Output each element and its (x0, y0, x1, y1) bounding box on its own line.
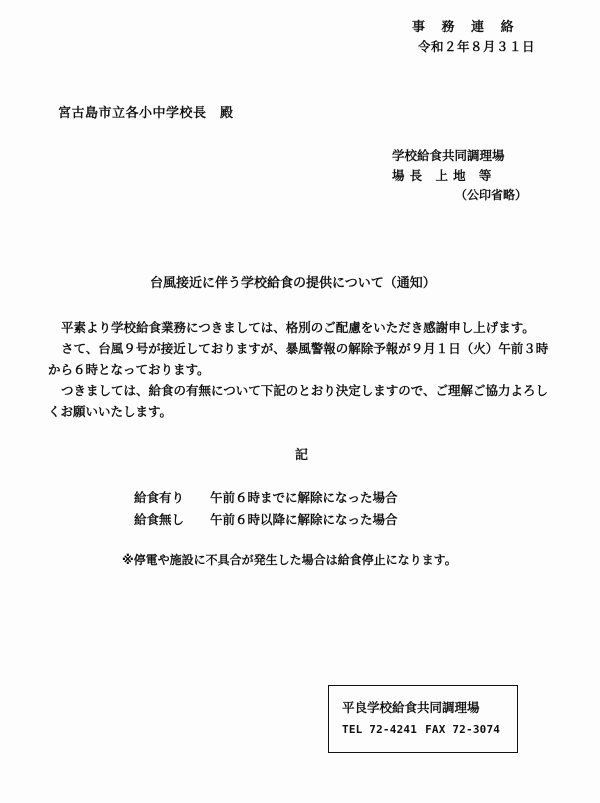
sender-organization: 学校給食共同調理場 (392, 148, 505, 163)
body-paragraph: つきましては、給食の有無について下記のとおり決定しますので、ご理解ご協力よろしくお願いいたします。 (48, 383, 549, 419)
fax-number: FAX 72-3074 (425, 723, 501, 736)
condition-detail: 午前６時以降に解除になった場合 (210, 512, 398, 527)
condition-row (134, 488, 398, 506)
condition-detail: 午前６時までに解除になった場合 (210, 490, 398, 505)
body-paragraph: さて、台風９号が接近しておりますが、暴風警報の解除予報が９月１日（火）午前３時から６時となっております。 (48, 341, 549, 377)
document-date: 令和２年８月３１日 (418, 39, 536, 54)
contact-box (328, 685, 518, 753)
condition-row (134, 510, 398, 528)
ki-heading: 記 (295, 448, 309, 463)
telephone-number: TEL 72-4241 (342, 723, 418, 736)
body-text (48, 317, 553, 422)
condition-label: 給食無し (134, 512, 185, 527)
document-type-label: 事 務 連 絡 (412, 20, 520, 35)
seal-omitted-note: （公印省略） (455, 188, 528, 202)
recipient-line: 宮古島市立各小中学校長 殿 (58, 106, 234, 121)
sender-name: 場 長 上 地 等 (392, 168, 492, 183)
body-paragraph: 平素より学校給食業務につきましては、格別のご配慮をいただき感謝申し上げます。 (61, 320, 535, 335)
contact-organization: 平良学校給食共同調理場 (342, 700, 480, 715)
contact-numbers (342, 723, 508, 736)
document-subject: 台風接近に伴う学校給食の提供について（通知） (150, 276, 436, 291)
condition-label: 給食有り (134, 490, 185, 505)
footnote: ※停電や施設に不具合が発生した場合は給食停止になります。 (122, 553, 457, 567)
